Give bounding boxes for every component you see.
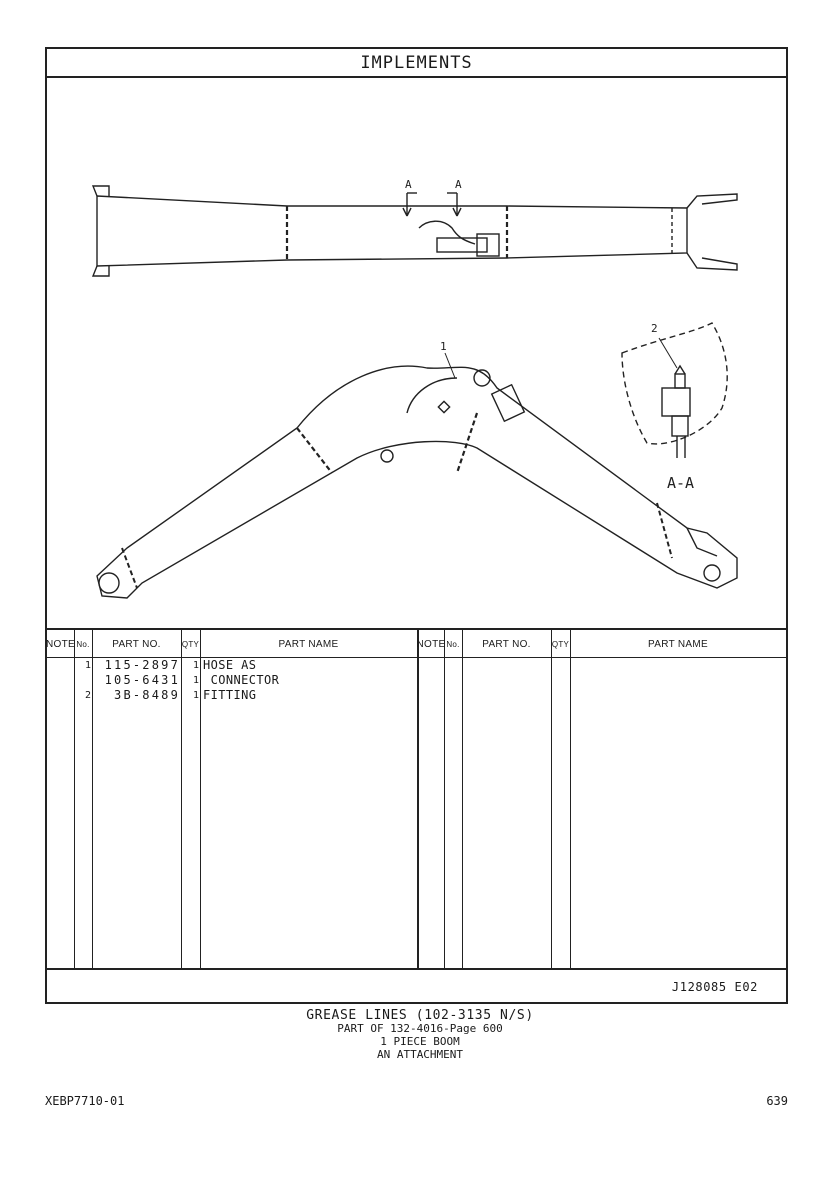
section-marker-left: A — [405, 178, 412, 191]
boom-drawing — [47, 78, 786, 628]
row-part-no: 105-6431 — [104, 673, 180, 687]
row-part-no: 3B-8489 — [114, 688, 180, 702]
caption-attachment: AN ATTACHMENT — [376, 1048, 464, 1061]
row-no — [77, 673, 91, 688]
boom-top-view — [93, 186, 737, 276]
header-part-name: PART NAME — [278, 638, 339, 650]
page-number: 639 — [766, 1094, 788, 1108]
row-part-name: FITTING — [203, 688, 257, 702]
caption-title: GREASE LINES (102-3135 N/S) — [306, 1008, 534, 1023]
header-note-right: NOTE — [416, 638, 446, 650]
row-qty: 1 — [192, 660, 199, 671]
callout-2: 2 — [651, 322, 658, 335]
drawing-code: J128085 E02 — [671, 980, 758, 994]
header-part-name-right: PART NAME — [648, 638, 708, 650]
caption-boom: 1 PIECE BOOM — [380, 1035, 460, 1048]
row-part-no: 115-2897 — [104, 658, 180, 672]
row-part-name: CONNECTOR — [203, 673, 280, 687]
header-note: NOTE — [46, 638, 75, 650]
row-no: 2 — [84, 690, 91, 701]
document-id: XEBP7710-01 — [45, 1094, 125, 1108]
header-qty: QTY — [181, 639, 200, 649]
header-part-no: PART NO. — [112, 638, 161, 650]
row-qty: 1 — [192, 690, 199, 701]
header-part-no-right: PART NO. — [482, 638, 531, 650]
header-no-right: No. — [446, 639, 460, 649]
row-qty: 1 — [192, 675, 199, 686]
table-row — [47, 658, 786, 673]
row-part-name: HOSE AS — [203, 658, 257, 672]
callout-1: 1 — [440, 340, 447, 353]
boom-side-view — [97, 366, 737, 598]
page-title: IMPLEMENTS — [47, 49, 786, 78]
page-frame — [45, 47, 788, 1004]
table-row — [47, 688, 786, 703]
detail-label: A-A — [667, 474, 695, 492]
table-row — [47, 673, 786, 688]
caption-part-of: PART OF 132-4016-Page 600 — [337, 1022, 503, 1035]
section-marker-right: A — [455, 178, 462, 191]
parts-table — [47, 628, 786, 968]
drawing-code-band — [47, 968, 786, 1004]
header-qty-right: QTY — [551, 639, 570, 649]
row-no: 1 — [84, 660, 91, 671]
header-no: No. — [76, 639, 90, 649]
detail-view-a-a — [622, 323, 727, 458]
